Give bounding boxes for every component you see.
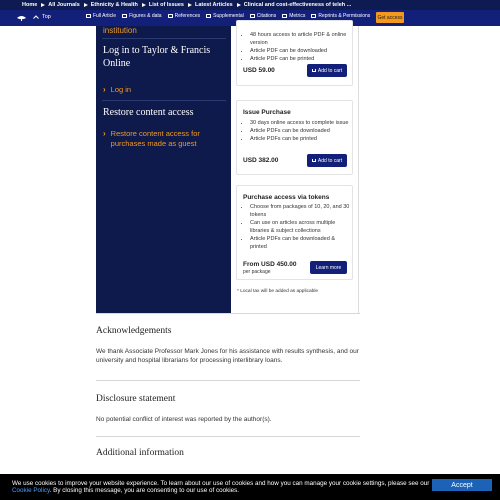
triangle-right-icon (41, 3, 45, 7)
acknowledgements-heading: Acknowledgements (96, 326, 172, 336)
tool-references[interactable]: References (168, 13, 201, 19)
triangle-right-icon (237, 3, 241, 7)
breadcrumb-item[interactable]: Latest Articles (188, 2, 233, 8)
purchase-options-panel (231, 26, 359, 313)
add-to-cart-button[interactable]: Add to cart (307, 154, 347, 167)
article-price: USD 59.00 (243, 67, 275, 74)
section-divider (96, 436, 360, 437)
token-purchase-title: Purchase access via tokens (243, 194, 330, 201)
chevron-right-icon: › (103, 129, 106, 138)
issue-purchase-title: Issue Purchase (243, 109, 291, 116)
access-login-panel (96, 26, 231, 313)
accept-cookies-button[interactable]: Accept (432, 479, 492, 491)
chevron-right-icon: › (103, 85, 106, 94)
cookie-policy-link[interactable]: Cookie Policy (12, 487, 50, 494)
article-purchase-card (236, 20, 353, 86)
document-icon (86, 14, 91, 18)
disclosure-heading: Disclosure statement (96, 394, 176, 404)
add-to-cart-button[interactable]: Add to cart (307, 64, 347, 77)
divider (102, 100, 226, 101)
restore-access-link[interactable]: › Restore content access for purchases made as guest (103, 129, 200, 148)
triangle-right-icon (188, 3, 192, 7)
cart-icon (312, 159, 316, 162)
institution-login-text[interactable]: institution (103, 26, 137, 35)
book-icon (168, 14, 173, 18)
chevron-up-icon (33, 15, 39, 19)
issue-purchase-card (236, 100, 353, 175)
section-divider (96, 313, 360, 314)
issue-price: USD 382.00 (243, 157, 279, 164)
triangle-right-icon (84, 3, 88, 7)
login-heading: Log in to Taylor & Francis Online (103, 45, 211, 69)
acknowledgements-text: We thank Associate Professor Mark Jones for his assistance with results synthesis, and our university and hospital librarians for processing interlibrary loans. (96, 348, 359, 364)
tax-note: * Local tax will be added as applicable (237, 289, 319, 294)
cookie-message: We use cookies to improve your website experience. To learn about our use of cookies and how you can manage your cookie settings, please see our Cookie Policy. By closing this message, you are consenting to our use of cookies. (12, 480, 430, 494)
tool-full-article[interactable]: Full Article (86, 13, 116, 19)
cart-icon (312, 69, 316, 72)
breadcrumb-item[interactable]: Ethnicity & Health (84, 2, 138, 8)
clip-icon (206, 14, 211, 18)
triangle-right-icon (142, 3, 146, 7)
get-access-button[interactable]: Get access (376, 12, 404, 23)
issue-purchase-features: • 30 days online access to complete issue • Article PDFs can be downloaded • Article PDFs can be printed (246, 119, 348, 143)
image-icon (122, 14, 127, 18)
section-divider (96, 380, 360, 381)
divider (102, 38, 226, 39)
token-purchase-features: • Choose from packages of 10, 20, and 30 tokens • Can use on articles across multiple libraries & subject collections • Article PDFs can be downloaded & printed (246, 203, 352, 251)
tool-citations[interactable]: Citations (250, 13, 276, 19)
tool-supplemental[interactable]: Supplemental (206, 13, 244, 19)
article-purchase-features: • 48 hours access to article PDF & online version • Article PDF can be downloaded • Article PDF can be printed (246, 31, 352, 63)
tool-metrics[interactable]: Metrics (282, 13, 305, 19)
cookie-banner (0, 474, 500, 500)
breadcrumb (0, 0, 500, 10)
chart-icon (282, 14, 287, 18)
breadcrumb-home[interactable]: Home (22, 2, 38, 8)
breadcrumb-item-current: Clinical and cost-effectiveness of teleh ... (237, 2, 352, 8)
copy-icon (311, 14, 316, 18)
publisher-logo-icon[interactable] (16, 14, 27, 21)
breadcrumb-item[interactable]: List of Issues (142, 2, 184, 8)
token-price-unit: per package (243, 269, 271, 275)
learn-more-button[interactable]: Learn more (310, 261, 347, 274)
tool-reprints-permissions[interactable]: Reprints & Permissions (311, 13, 370, 19)
breadcrumb-item[interactable]: All Journals (41, 2, 79, 8)
quote-icon (250, 14, 255, 18)
token-price: From USD 450.00 (243, 261, 297, 268)
disclosure-text: No potential conflict of interest was reported by the author(s). (96, 416, 272, 423)
login-link[interactable]: › Log in (103, 85, 132, 94)
tool-figures-data[interactable]: Figures & data (122, 13, 162, 19)
token-purchase-card (236, 185, 353, 280)
back-to-top-link[interactable]: Top (33, 14, 51, 20)
restore-access-heading: Restore content access (103, 107, 194, 118)
additional-information-heading: Additional information (96, 448, 184, 458)
